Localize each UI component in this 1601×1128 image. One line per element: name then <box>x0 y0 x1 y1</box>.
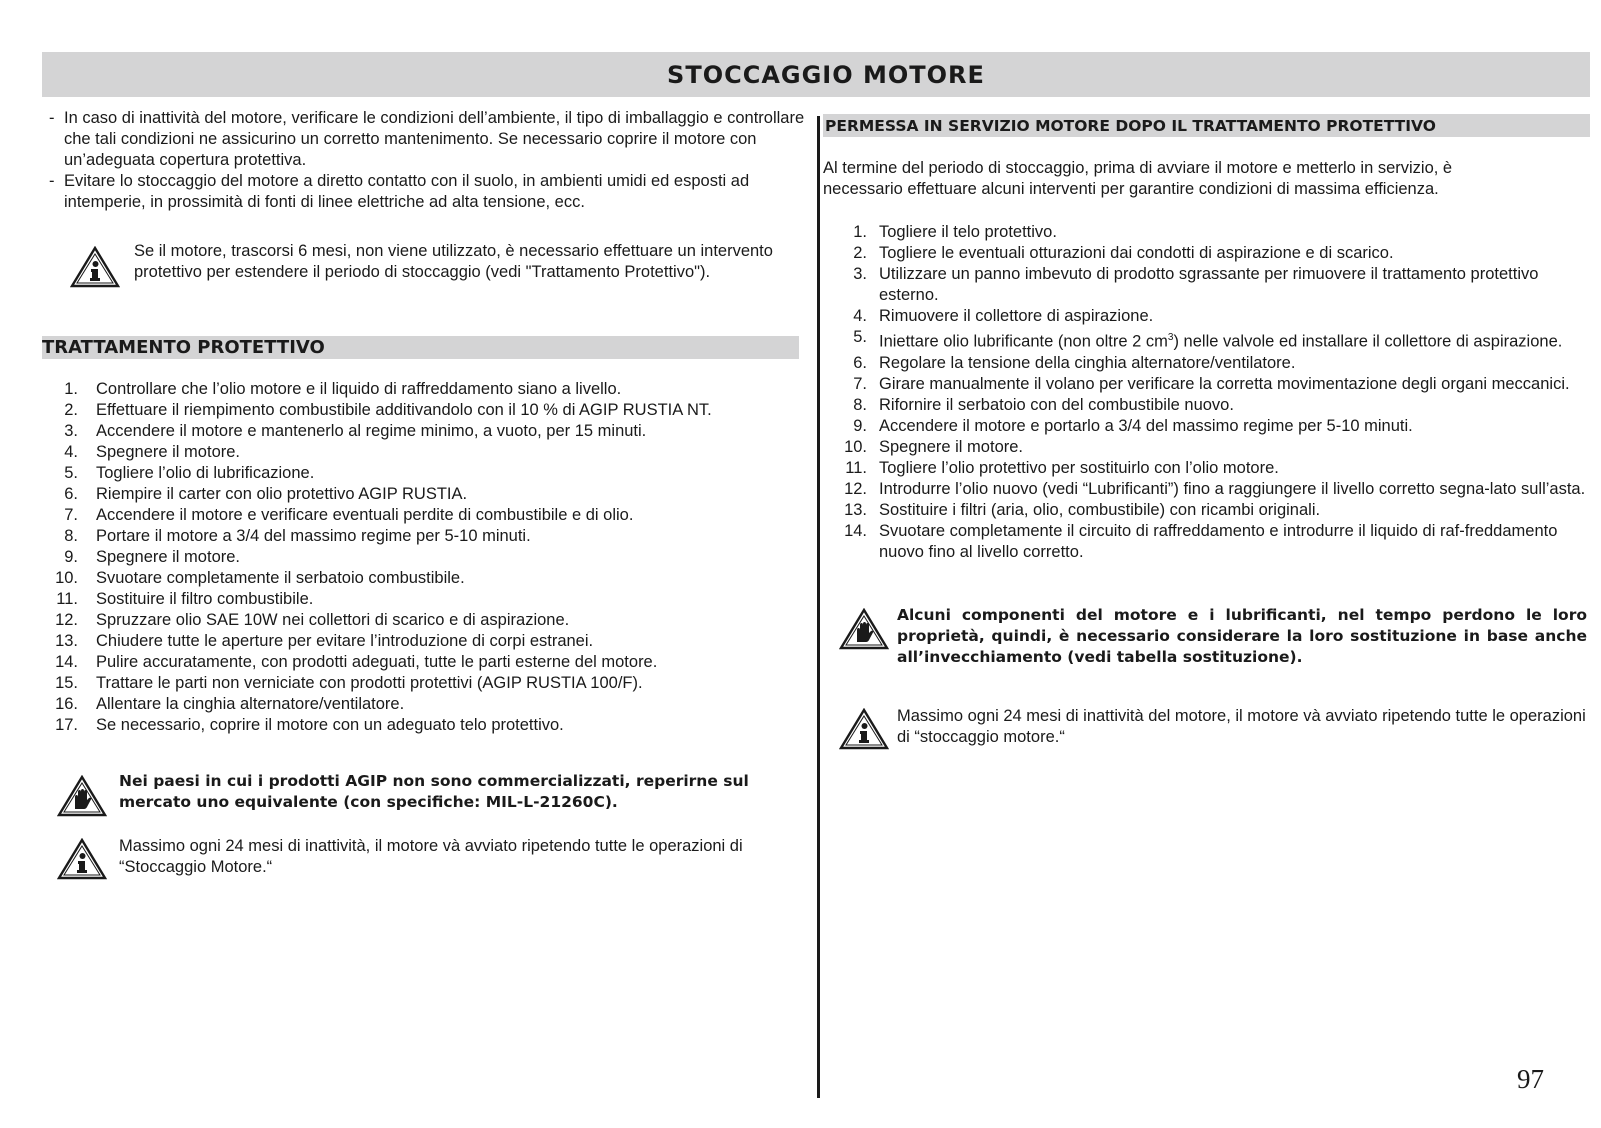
info-triangle-icon <box>70 246 120 293</box>
info-note-text: Massimo ogni 24 mesi di inattività, il motore và avviato ripetendo tutte le operazioni di “Stoccaggio Motore.“ <box>119 837 743 876</box>
hand-stop-triangle-icon <box>57 775 107 822</box>
list-item: 7. Accendere il motore e verificare eventuali perdite di combustibile e di olio. <box>64 506 634 524</box>
protective-treatment-steps <box>42 379 817 736</box>
list-item: 2. Togliere le eventuali otturazioni dai condotti di aspirazione e di scarico. <box>853 244 1394 262</box>
list-item: 10. Spegnere il motore. <box>844 437 1023 456</box>
list-item: 4. Rimuovere il collettore di aspirazione. <box>853 307 1154 325</box>
return-to-service-steps <box>823 222 1590 563</box>
list-item: 9. Accendere il motore e portarlo a 3/4 del massimo regime per 5-10 minuti. <box>853 416 1413 435</box>
list-item: 1. Controllare che l’olio motore e il liquido di raffreddamento siano a livello. <box>64 380 622 398</box>
list-item: 17. Se necessario, coprire il motore con un adeguato telo protettivo. <box>55 716 564 734</box>
info-notice-6-months <box>42 241 817 293</box>
return-to-service-intro: Al termine del periodo di stoccaggio, prima di avviare il motore e metterlo in servizio, è necessario effettuare alcuni interventi per garantire condizioni di massima efficienza. <box>823 159 1453 198</box>
list-item: - Evitare lo stoccaggio del motore a diretto contatto con il suolo, in ambienti umidi ed esposti ad intemperie, in prossimità di fonti di linee elettriche ad alta tensione, ecc. <box>49 172 750 211</box>
hand-stop-triangle-icon <box>839 608 889 655</box>
list-item: 5. Iniettare olio lubrificante (non oltre 2 $cm^3$) nelle valvole ed installare il collettore di aspirazione. <box>853 328 1563 351</box>
list-item: 11. Togliere l’olio protettivo per sostituirlo con l’olio motore. <box>845 458 1279 477</box>
list-item: 3. Accendere il motore e mantenerlo al regime minimo, a vuoto, per 15 minuti. <box>64 422 647 440</box>
left-column <box>42 108 817 885</box>
list-item: 7. Girare manualmente il volano per verificare la corretta movimentazione degli organi meccanici. <box>853 374 1570 393</box>
page-title: STOCCAGGIO MOTORE <box>667 60 985 89</box>
list-item: 16. Allentare la cinghia alternatore/ventilatore. <box>55 695 405 713</box>
list-item: 15. Trattare le parti non verniciate con prodotti protettivi (AGIP RUSTIA 100/F). <box>55 674 643 692</box>
info-triangle-icon <box>57 838 107 885</box>
list-item: 1. Togliere il telo protettivo. <box>853 223 1057 241</box>
warning-note-text: Alcuni componenti del motore e i lubrificanti, nel tempo perdono le loro proprietà, quindi, è necessario considerare la loro sostituzione in base anche all’invecchiamento (vedi tabella sostituzione). <box>897 605 1587 666</box>
list-item: 12. Introdurre l’olio nuovo (vedi “Lubrificanti”) fino a raggiungere il livello corretto segna-lato sull’asta. <box>844 479 1586 498</box>
list-item: 10. Svuotare completamente il serbatoio combustibile. <box>55 569 465 587</box>
list-item: 14. Svuotare completamente il circuito di raffreddamento e introdurre il liquido di raf-freddamento nuovo fino al livello corretto. <box>844 521 1558 561</box>
storage-guidelines-list <box>42 108 817 213</box>
list-item: 14. Pulire accuratamente, con prodotti adeguati, tutte le parti esterne del motore. <box>55 653 658 671</box>
info-notice-24-months <box>42 836 817 885</box>
info-note-text: Massimo ogni 24 mesi di inattività del motore, il motore và avviato ripetendo tutte le operazioni di “stoccaggio motore.“ <box>897 706 1586 746</box>
warning-note-text: Nei paesi in cui i prodotti AGIP non sono commercializzati, reperirne sul mercato uno equivalente (con specifiche: MIL-L-21260C). <box>119 772 749 811</box>
info-note-text: Se il motore, trascorsi 6 mesi, non viene utilizzato, è necessario effettuare un intervento protettivo per estendere il periodo di stoccaggio (vedi "Trattamento Protettivo"). <box>134 242 773 281</box>
warning-notice-agip <box>42 771 817 822</box>
list-item: 6. Regolare la tensione della cinghia alternatore/ventilatore. <box>853 353 1296 372</box>
section-title-protective-treatment: TRATTAMENTO PROTETTIVO <box>42 336 799 359</box>
list-item: 5. Togliere l’olio di lubrificazione. <box>64 464 315 482</box>
list-item: 4. Spegnere il motore. <box>64 443 240 461</box>
list-item: 13. Sostituire i filtri (aria, olio, combustibile) con ricambi originali. <box>844 500 1321 519</box>
list-item: 8. Rifornire il serbatoio con del combustibile nuovo. <box>853 395 1234 414</box>
list-item: - In caso di inattività del motore, verificare le condizioni dell’ambiente, il tipo di imballaggio e controllare che tali condizioni ne assicurino un corretto mantenimento. Se necessario coprire il motore con un’adeguata copertura protettiva. <box>49 109 805 169</box>
list-item: 2. Effettuare il riempimento combustibile additivandolo con il 10 % di AGIP RUSTIA NT. <box>64 401 712 419</box>
warning-notice-aging <box>823 605 1590 668</box>
info-triangle-icon <box>839 708 889 755</box>
section-title-return-to-service: PERMESSA IN SERVIZIO MOTORE DOPO IL TRATTAMENTO PROTETTIVO <box>823 114 1590 137</box>
info-notice-24-months-right <box>823 706 1590 755</box>
list-item: 3. Utilizzare un panno imbevuto di prodotto sgrassante per rimuovere il trattamento protettivo esterno. <box>853 265 1539 304</box>
column-divider <box>817 116 820 1098</box>
right-column <box>823 108 1590 755</box>
list-item: 11. Sostituire il filtro combustibile. <box>56 590 314 608</box>
page-title-banner <box>42 52 1590 97</box>
list-item: 9. Spegnere il motore. <box>64 548 240 566</box>
list-item: 13. Chiudere tutte le aperture per evitare l’introduzione di corpi estranei. <box>55 632 594 650</box>
list-item: 12. Spruzzare olio SAE 10W nei collettori di scarico e di aspirazione. <box>55 611 570 629</box>
list-item: 6. Riempire il carter con olio protettivo AGIP RUSTIA. <box>64 485 468 503</box>
list-item: 8. Portare il motore a 3/4 del massimo regime per 5-10 minuti. <box>64 527 531 545</box>
page-number: 97 <box>1517 1064 1544 1094</box>
